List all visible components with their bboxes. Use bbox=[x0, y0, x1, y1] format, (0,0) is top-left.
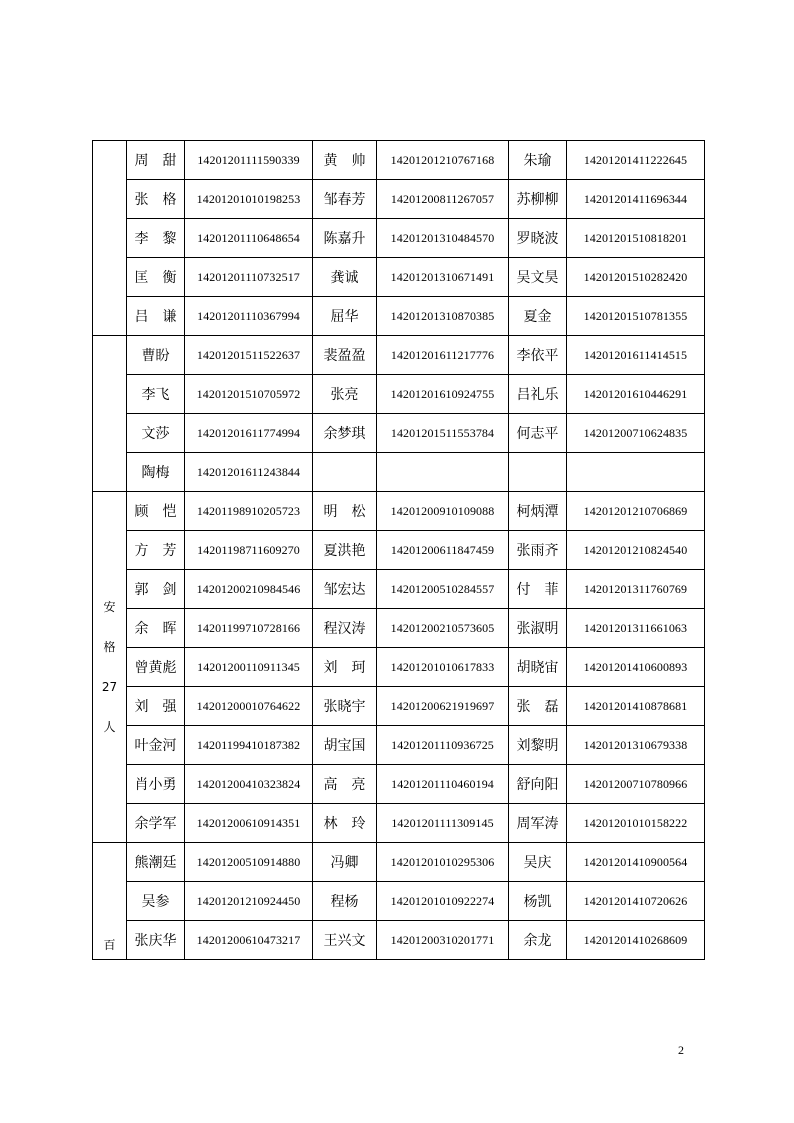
student-id: 14201201310870385 bbox=[377, 297, 509, 336]
table-row bbox=[93, 726, 705, 765]
student-name: 邹春芳 bbox=[313, 180, 377, 219]
student-id: 14201200410323824 bbox=[185, 765, 313, 804]
student-id: 14201201410600893 bbox=[567, 648, 705, 687]
student-name: 吴庆 bbox=[509, 843, 567, 882]
group-label-cell bbox=[93, 141, 127, 336]
group-label-char: 27 bbox=[101, 680, 118, 694]
student-id: 14201201611243844 bbox=[185, 453, 313, 492]
table-row bbox=[93, 414, 705, 453]
student-name: 曾黄彪 bbox=[127, 648, 185, 687]
group-label-char: 百 bbox=[103, 938, 116, 952]
table-row bbox=[93, 765, 705, 804]
page-number: 2 bbox=[678, 1043, 684, 1057]
student-name: 胡晓宙 bbox=[509, 648, 567, 687]
student-id: 14201201010617833 bbox=[377, 648, 509, 687]
table-row bbox=[93, 492, 705, 531]
student-id: 14201200610914351 bbox=[185, 804, 313, 843]
student-name bbox=[313, 453, 377, 492]
student-name: 胡宝国 bbox=[313, 726, 377, 765]
student-name: 夏金 bbox=[509, 297, 567, 336]
student-name: 顾 恺 bbox=[127, 492, 185, 531]
student-id: 14201200310201771 bbox=[377, 921, 509, 960]
student-name: 罗晓波 bbox=[509, 219, 567, 258]
student-id bbox=[377, 453, 509, 492]
student-name: 陈嘉升 bbox=[313, 219, 377, 258]
student-name: 龚诚 bbox=[313, 258, 377, 297]
student-name: 吴文昊 bbox=[509, 258, 567, 297]
student-name: 朱瑜 bbox=[509, 141, 567, 180]
student-name: 吕 谦 bbox=[127, 297, 185, 336]
table-row bbox=[93, 453, 705, 492]
student-id: 14201201510818201 bbox=[567, 219, 705, 258]
student-id: 14201201510282420 bbox=[567, 258, 705, 297]
student-id: 14201201511522637 bbox=[185, 336, 313, 375]
student-id: 14201201511553784 bbox=[377, 414, 509, 453]
student-id: 14201201410878681 bbox=[567, 687, 705, 726]
student-id: 14201200510284557 bbox=[377, 570, 509, 609]
student-name: 林 玲 bbox=[313, 804, 377, 843]
student-id: 14201201110367994 bbox=[185, 297, 313, 336]
student-name: 刘 强 bbox=[127, 687, 185, 726]
student-id: 14201201010295306 bbox=[377, 843, 509, 882]
table-row bbox=[93, 336, 705, 375]
student-name: 刘黎明 bbox=[509, 726, 567, 765]
student-name: 张晓宇 bbox=[313, 687, 377, 726]
student-id: 14201200610473217 bbox=[185, 921, 313, 960]
student-name: 余 晖 bbox=[127, 609, 185, 648]
student-id: 14201200611847459 bbox=[377, 531, 509, 570]
student-id: 14201201410720626 bbox=[567, 882, 705, 921]
table-row bbox=[93, 297, 705, 336]
student-name: 李 黎 bbox=[127, 219, 185, 258]
roster-body bbox=[93, 141, 705, 960]
roster-table bbox=[92, 140, 705, 960]
student-name: 柯炳潭 bbox=[509, 492, 567, 531]
student-name: 文莎 bbox=[127, 414, 185, 453]
student-id: 14201201610446291 bbox=[567, 375, 705, 414]
student-name: 张雨齐 bbox=[509, 531, 567, 570]
student-name bbox=[509, 453, 567, 492]
student-name: 程汉涛 bbox=[313, 609, 377, 648]
student-name: 熊潮廷 bbox=[127, 843, 185, 882]
table-row bbox=[93, 180, 705, 219]
student-name: 高 亮 bbox=[313, 765, 377, 804]
student-name: 李依平 bbox=[509, 336, 567, 375]
table-row bbox=[93, 843, 705, 882]
student-id bbox=[567, 453, 705, 492]
student-id: 14201201311760769 bbox=[567, 570, 705, 609]
student-id: 14201201310671491 bbox=[377, 258, 509, 297]
student-id: 14201201010198253 bbox=[185, 180, 313, 219]
student-id: 14201198910205723 bbox=[185, 492, 313, 531]
student-id: 14201201110936725 bbox=[377, 726, 509, 765]
student-name: 刘 珂 bbox=[313, 648, 377, 687]
student-name: 何志平 bbox=[509, 414, 567, 453]
table-row bbox=[93, 648, 705, 687]
student-name: 吴参 bbox=[127, 882, 185, 921]
group-label-char: 安 bbox=[103, 600, 116, 614]
student-id: 14201201110460194 bbox=[377, 765, 509, 804]
student-id: 14201201111309145 bbox=[377, 804, 509, 843]
student-id: 14201201010922274 bbox=[377, 882, 509, 921]
student-name: 肖小勇 bbox=[127, 765, 185, 804]
student-id: 14201200510914880 bbox=[185, 843, 313, 882]
student-name: 黄 帅 bbox=[313, 141, 377, 180]
student-name: 邹宏达 bbox=[313, 570, 377, 609]
student-id: 14201201510781355 bbox=[567, 297, 705, 336]
student-name: 程杨 bbox=[313, 882, 377, 921]
student-id: 14201201611414515 bbox=[567, 336, 705, 375]
student-id: 14201198711609270 bbox=[185, 531, 313, 570]
student-id: 14201201411696344 bbox=[567, 180, 705, 219]
group-label-cell bbox=[93, 492, 127, 843]
student-name: 叶金河 bbox=[127, 726, 185, 765]
table-row bbox=[93, 570, 705, 609]
student-id: 14201201210824540 bbox=[567, 531, 705, 570]
student-id: 14201201411222645 bbox=[567, 141, 705, 180]
student-name: 曹盼 bbox=[127, 336, 185, 375]
student-id: 14201201310679338 bbox=[567, 726, 705, 765]
student-id: 14201200010764622 bbox=[185, 687, 313, 726]
table-row bbox=[93, 141, 705, 180]
student-name: 周 甜 bbox=[127, 141, 185, 180]
student-name: 张 格 bbox=[127, 180, 185, 219]
group-label-char: 格 bbox=[103, 640, 116, 654]
student-name: 郭 剑 bbox=[127, 570, 185, 609]
student-name: 张 磊 bbox=[509, 687, 567, 726]
student-name: 屈华 bbox=[313, 297, 377, 336]
student-id: 14201201611217776 bbox=[377, 336, 509, 375]
student-id: 14201201210767168 bbox=[377, 141, 509, 180]
student-id: 14201200710780966 bbox=[567, 765, 705, 804]
student-id: 14201200110911345 bbox=[185, 648, 313, 687]
table-row bbox=[93, 219, 705, 258]
student-name: 苏柳柳 bbox=[509, 180, 567, 219]
student-name: 陶梅 bbox=[127, 453, 185, 492]
table-row bbox=[93, 921, 705, 960]
group-label-char: 人 bbox=[103, 720, 116, 734]
student-id: 14201201210924450 bbox=[185, 882, 313, 921]
student-id: 14201201410268609 bbox=[567, 921, 705, 960]
student-id: 14201201110648654 bbox=[185, 219, 313, 258]
student-name: 方 芳 bbox=[127, 531, 185, 570]
student-id: 14201201611774994 bbox=[185, 414, 313, 453]
student-name: 吕礼乐 bbox=[509, 375, 567, 414]
student-id: 14201201110732517 bbox=[185, 258, 313, 297]
student-id: 14201200210573605 bbox=[377, 609, 509, 648]
student-name: 裴盈盈 bbox=[313, 336, 377, 375]
student-name: 余梦琪 bbox=[313, 414, 377, 453]
student-name: 余龙 bbox=[509, 921, 567, 960]
student-name: 余学军 bbox=[127, 804, 185, 843]
table-row bbox=[93, 882, 705, 921]
student-id: 14201201311661063 bbox=[567, 609, 705, 648]
student-id: 14201199410187382 bbox=[185, 726, 313, 765]
student-id: 14201200910109088 bbox=[377, 492, 509, 531]
student-id: 14201199710728166 bbox=[185, 609, 313, 648]
student-name: 王兴文 bbox=[313, 921, 377, 960]
group-label-cell bbox=[93, 336, 127, 492]
group-label-cell bbox=[93, 843, 127, 960]
student-name: 夏洪艳 bbox=[313, 531, 377, 570]
table-row bbox=[93, 531, 705, 570]
student-name: 付 菲 bbox=[509, 570, 567, 609]
student-name: 冯卿 bbox=[313, 843, 377, 882]
student-id: 14201200710624835 bbox=[567, 414, 705, 453]
student-name: 舒向阳 bbox=[509, 765, 567, 804]
student-name: 李飞 bbox=[127, 375, 185, 414]
student-name: 张亮 bbox=[313, 375, 377, 414]
student-id: 14201201210706869 bbox=[567, 492, 705, 531]
student-name: 明 松 bbox=[313, 492, 377, 531]
student-name: 张淑明 bbox=[509, 609, 567, 648]
student-id: 14201201111590339 bbox=[185, 141, 313, 180]
student-id: 14201201510705972 bbox=[185, 375, 313, 414]
student-name: 周军涛 bbox=[509, 804, 567, 843]
student-id: 14201200621919697 bbox=[377, 687, 509, 726]
table-row bbox=[93, 375, 705, 414]
student-id: 14201200811267057 bbox=[377, 180, 509, 219]
student-id: 14201201610924755 bbox=[377, 375, 509, 414]
table-row bbox=[93, 258, 705, 297]
student-name: 张庆华 bbox=[127, 921, 185, 960]
student-id: 14201200210984546 bbox=[185, 570, 313, 609]
table-row bbox=[93, 804, 705, 843]
student-name: 匡 衡 bbox=[127, 258, 185, 297]
student-id: 14201201310484570 bbox=[377, 219, 509, 258]
table-row bbox=[93, 609, 705, 648]
student-id: 14201201010158222 bbox=[567, 804, 705, 843]
table-row bbox=[93, 687, 705, 726]
student-name: 杨凯 bbox=[509, 882, 567, 921]
student-id: 14201201410900564 bbox=[567, 843, 705, 882]
